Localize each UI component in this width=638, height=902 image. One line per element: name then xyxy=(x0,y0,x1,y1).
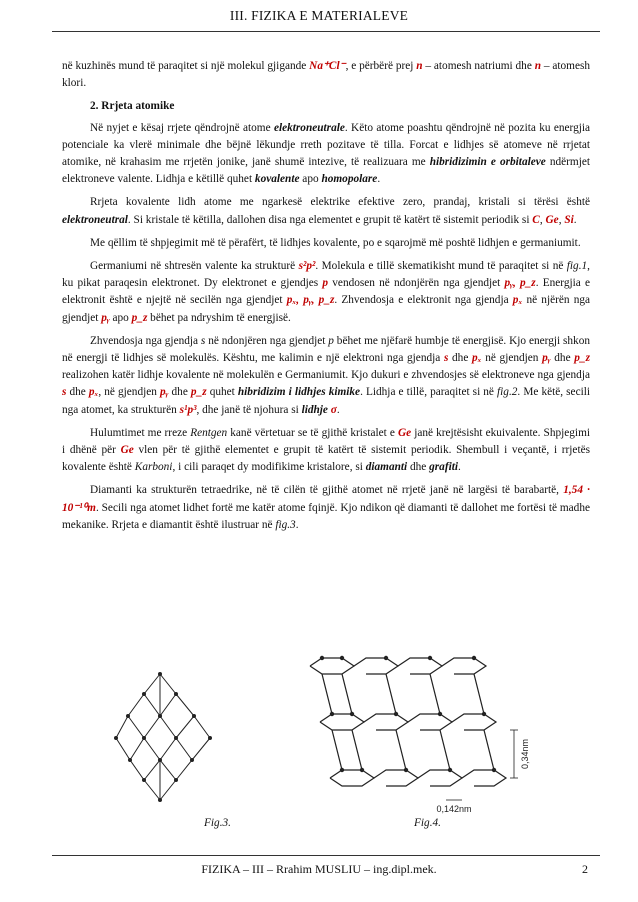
paragraph-6 xyxy=(62,425,590,477)
text: realizohen katër lidhje kovalente në molekulën e Germaniumit. Kjo dukuri e zhvendosjes së elektroneve nga gjendja xyxy=(62,369,590,382)
text: . Energjia e elektronit është e njejtë në secilën nga gjendjet xyxy=(62,277,590,307)
paragraph-5 xyxy=(62,333,590,419)
fig4-caption: Fig.4. xyxy=(414,817,441,829)
dim-horizontal-label: 0,142nm xyxy=(436,804,472,814)
text: , xyxy=(558,213,565,226)
text: vendosen në ndonjërën nga gjendjet xyxy=(328,277,505,290)
paragraph-3: Me qëllim të shpjegimit më të përafërt, të lidhjes kovalente, po e sqarojmë më poshtë lidhjen e germaniumit. xyxy=(90,236,581,249)
text: dhe xyxy=(168,386,191,399)
paragraph-2 xyxy=(62,194,590,228)
var: pᵧ, p_z xyxy=(504,277,536,290)
text: kanë vërtetuar se të gjithë kristalet e xyxy=(227,426,398,439)
text: , në gjendjen xyxy=(98,386,160,399)
figures-area xyxy=(110,652,550,832)
text: . xyxy=(295,518,299,531)
text: vlen për të gjithë elementet e grupit të katërt të sistemit periodik. Shembull i veçantë, i rrjetës kovalente është xyxy=(62,444,590,474)
term: elektroneutral xyxy=(62,213,128,226)
element-ge: Ge xyxy=(545,213,559,226)
text: Zhvendosja nga gjendja xyxy=(90,334,201,347)
footer-rule xyxy=(52,855,600,856)
fig3-caption: Fig.3. xyxy=(204,817,231,829)
text: Rrjeta kovalente lidh atome me ngarkesë elektrike efektive zero, prandaj, kristali si tërësi është xyxy=(90,196,590,209)
config: s²p² xyxy=(298,260,316,273)
var: p xyxy=(328,334,334,347)
text: ndërmjet elektroneve valente. Lidhja e këtillë quhet xyxy=(62,156,590,186)
text: Diamanti ka strukturën tetraedrike, në të cilën të gjithë atomet në rrjetë janë në largësi të barabartë, xyxy=(90,484,564,497)
text: . xyxy=(377,173,381,186)
text: në kuzhinës mund të paraqitet si një molekul gjigande xyxy=(62,60,310,72)
config: s¹p³ xyxy=(179,403,197,416)
var: pₓ xyxy=(88,386,99,399)
var: pᵧ xyxy=(159,386,169,399)
text: dhe xyxy=(66,386,89,399)
paragraph-4 xyxy=(62,258,590,327)
sigma-symbol: σ xyxy=(330,403,337,416)
text: në njërën nga gjendjet xyxy=(62,294,591,324)
var-n: n xyxy=(416,60,423,72)
text: . xyxy=(573,213,577,226)
element-c: C xyxy=(532,213,540,226)
term: hibridizim i lidhjes kimike xyxy=(237,386,361,399)
text: Germaniumi në shtresën valente ka strukturë xyxy=(90,260,299,273)
term: elektroneutrale xyxy=(273,121,345,134)
var: pₓ, pᵧ, p_z xyxy=(286,294,335,307)
paragraph-0 xyxy=(62,58,590,92)
var-n: n xyxy=(534,60,541,72)
text: quhet xyxy=(206,386,238,399)
text: – atomesh natriumi dhe xyxy=(422,60,535,72)
paragraph-1 xyxy=(62,120,590,189)
text: në ndonjëren nga gjendjet xyxy=(205,334,329,347)
text: bëhet me njëfarë humbje të energjisë. Kjo energji shkon në energji të lidhjes së molekulës. Kështu, me kalimin e një elektroni nga gjendja xyxy=(62,334,590,365)
var: s xyxy=(200,334,206,347)
text: . Zhvendosja e elektronit nga gjendja xyxy=(334,294,513,307)
dim-vertical-label: 0,34nm xyxy=(520,738,530,770)
var: s xyxy=(443,352,449,365)
page-number: 2 xyxy=(582,862,588,876)
section-heading: 2. Rrjeta atomike xyxy=(90,100,175,113)
text: bëhet pa ndryshim të energjisë. xyxy=(147,311,291,324)
distance-value: 1,54 · 10⁻¹⁰m xyxy=(62,484,590,514)
element-ge: Ge xyxy=(397,426,412,439)
term: Rentgen xyxy=(190,426,228,439)
fig-ref: fig.2 xyxy=(497,386,518,399)
element-si: Si xyxy=(564,213,574,226)
text: dhe xyxy=(407,461,430,474)
graphite-lattice-figure xyxy=(310,656,518,800)
text: Hulumtimet me rreze xyxy=(90,426,191,439)
diamond-lattice-figure xyxy=(114,672,212,802)
term: lidhje xyxy=(301,403,328,416)
term: kovalente xyxy=(254,173,300,186)
text: janë krejtësisht ekuivalente. Shpjegimi i dhënë për xyxy=(62,426,590,457)
var: s xyxy=(62,386,67,399)
term: hibridizimin e orbitaleve xyxy=(429,156,546,169)
text: . Secili nga atomet lidhet fortë me katër atome fqinjë. Kjo ndikon që diamanti të dallohet me fortësi të madhe mekanike. Rrjeta e diamantit është ilustruar në xyxy=(62,501,590,531)
page-header: III. FIZIKA E MATERIALEVE xyxy=(229,8,409,23)
header-rule xyxy=(52,31,600,32)
text: , i cili paraqet dy modifikime kristalore, si xyxy=(172,461,366,474)
text: . Këto atome poashtu qëndrojnë në pozita ku energjia potenciale ka vlerë minimale dhe bëjnë lëkundje rreth pozitave të tilla. Forcat e lidhjes së atomeve në rrjetat atomike, në krahasim me rrjetën jonike, janë shumë intezive, të realizuara me xyxy=(62,121,591,169)
var: p_z xyxy=(574,352,590,365)
text: , ku pikat paraqesin elektronet. Dy elektronet e gjendjes xyxy=(62,260,590,290)
var: pₓ xyxy=(472,352,482,365)
text: , xyxy=(539,213,546,226)
paragraph-7 xyxy=(62,482,590,534)
text: dhe xyxy=(448,352,473,365)
text: Në nyjet e kësaj rrjete qëndrojnë atome xyxy=(90,121,274,134)
text: . Lidhja e tillë, paraqitet si në xyxy=(360,386,498,399)
text: apo xyxy=(299,173,322,186)
text: dhe xyxy=(550,352,575,365)
text: , e përbërë prej xyxy=(345,60,417,72)
text: , dhe janë të njohura si xyxy=(196,403,302,416)
term: Karboni xyxy=(134,461,173,474)
var: pᵧ xyxy=(542,352,551,365)
var: pₓ xyxy=(512,294,523,307)
page-footer: FIZIKA – III – Rrahim MUSLIU – ing.dipl.mek. xyxy=(201,862,437,876)
text: . Me këtë, secili nga atomet, ka strukturën xyxy=(62,386,590,416)
text: . xyxy=(336,403,340,416)
formula-nacl: Na⁺Cl⁻ xyxy=(309,60,346,72)
fig-ref: fig.3 xyxy=(275,518,296,531)
var: p xyxy=(322,277,329,290)
element-ge: Ge xyxy=(120,444,134,457)
term: diamanti xyxy=(365,461,408,474)
text: në gjendjen xyxy=(481,352,543,365)
text: apo xyxy=(109,311,132,324)
text: . Molekula e tillë skematikisht mund të paraqitet si në xyxy=(315,260,567,273)
text: . xyxy=(458,461,461,474)
var: p_z xyxy=(131,311,148,324)
fig-ref: fig.1 xyxy=(566,260,588,273)
text: . Si kristale të këtilla, dallohen disa nga elementet e grupit të katërt të sistemit periodik si xyxy=(127,213,533,226)
var: pᵧ xyxy=(101,311,110,324)
var: p_z xyxy=(190,386,207,399)
document-body xyxy=(62,58,590,540)
term: homopolare xyxy=(321,173,378,186)
term: grafiti xyxy=(429,461,458,474)
text: – atomesh klori. xyxy=(62,60,591,90)
